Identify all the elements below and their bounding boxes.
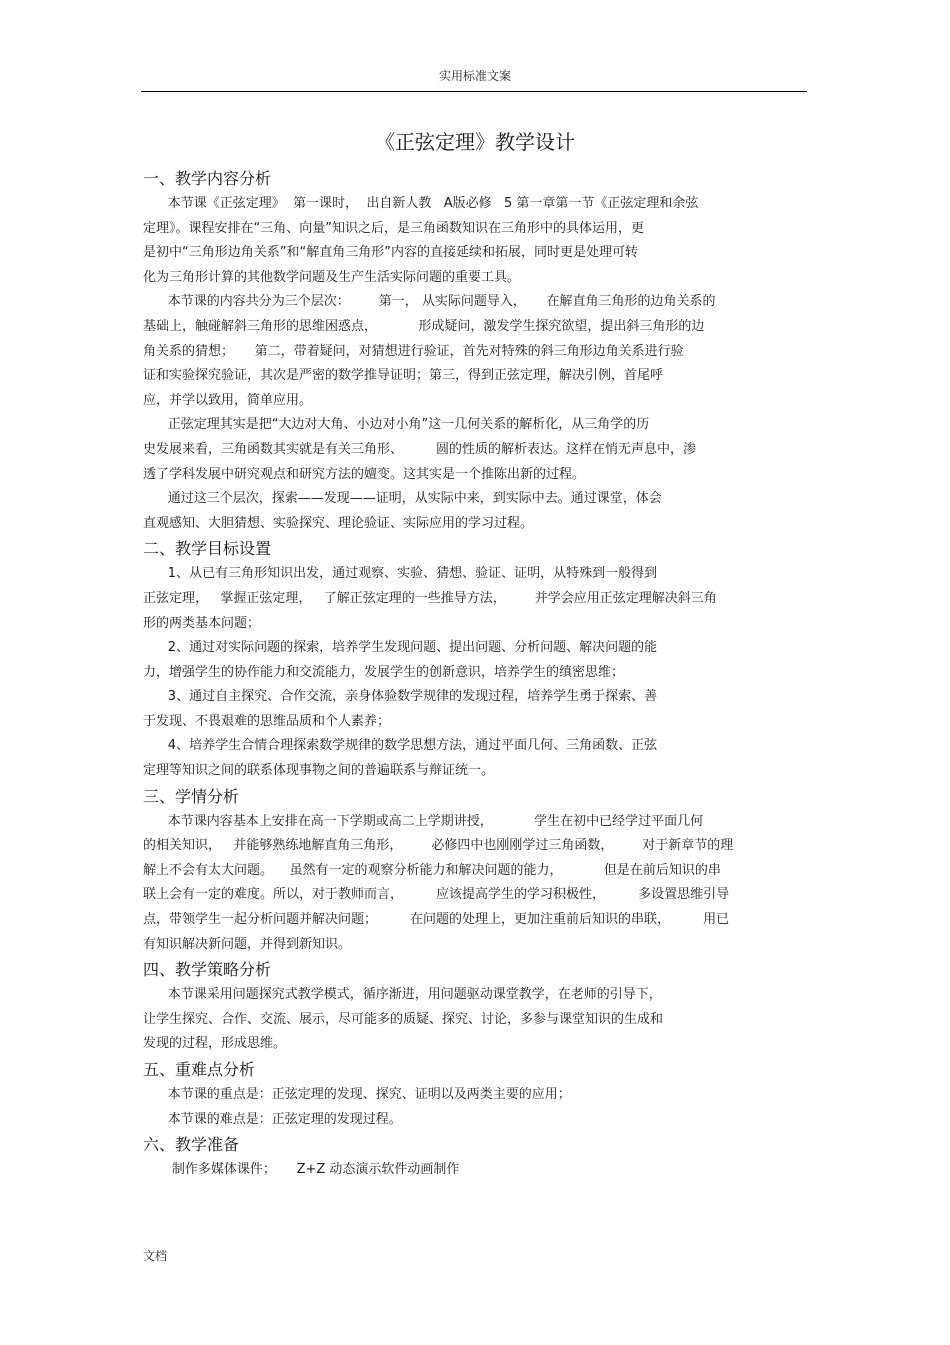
paragraph-line: 制作多媒体课件； Z+Z 动态演示软件动画制作 (143, 1162, 460, 1178)
paragraph-line: 定理等知识之间的联系体现事物之间的普遍联系与辩证统一。 (143, 763, 495, 779)
paragraph-line: 发现的过程，形成思维。 (143, 1036, 287, 1052)
page-footer: 文档 (143, 1249, 168, 1263)
paragraph-line: 透了学科发展中研究观点和研究方法的嬗变。这其实是一个推陈出新的过程。 (143, 466, 586, 482)
paragraph-line: 定理》。课程安排在“三角、向量”知识之后，是三角函数知识在三角形中的具体运用，更 (143, 220, 644, 236)
section-heading: 三、学情分析 (143, 786, 240, 806)
document-body (143, 166, 805, 1183)
paragraph-line: 正弦定理， 掌握正弦定理， 了解正弦定理的一些推导方法， 并学会应用正弦定理解决斜三角 (143, 590, 717, 606)
paragraph-line: 史发展来看，三角函数其实就是有关三角形、 圆的性质的解析表达。这样在悄无声息中，渗 (143, 441, 697, 457)
paragraph-line: 点，带领学生一起分析问题并解决问题； 在问题的处理上，更加注重前后知识的串联， 用已 (143, 912, 730, 928)
paragraph-line: 直观感知、大胆猜想、实验探究、理论验证、实际应用的学习过程。 (143, 515, 534, 531)
paragraph-line: 解上不会有太大问题。 虽然有一定的观察分析能力和解决问题的能力， 但是在前后知识的串 (143, 862, 721, 878)
paragraph-line: 联上会有一定的难度。所以，对于教师而言， 应该提高学生的学习积极性， 多设置思维引导 (143, 887, 730, 903)
paragraph-line: 于发现、不畏艰难的思维品质和个人素养； (143, 713, 391, 729)
section-heading: 二、教学目标设置 (143, 539, 272, 559)
paragraph-line: 本节课内容基本上安排在高一下学期或高二上学期讲授， 学生在初中已经学过平面几何 (143, 813, 704, 829)
paragraph-line: 基础上，触碰解斜三角形的思维困惑点， 形成疑问，激发学生探究欲望，提出斜三角形的边 (143, 318, 705, 334)
document-title: 《正弦定理》教学设计 (375, 130, 575, 154)
paragraph-line: 4、培养学生合情合理探索数学规律的数学思想方法，通过平面几何、三角函数、正弦 (143, 738, 658, 754)
paragraph-line: 有知识解决新问题，并得到新知识。 (143, 936, 352, 952)
paragraph-line: 化为三角形计算的其他数学问题及生产生活实际问题的重要工具。 (143, 269, 521, 285)
paragraph-line: 本节课《正弦定理》 第一课时， 出自新人教 A版必修 5 第一章第一节《正弦定理和余弦 (143, 196, 699, 211)
page-header: 实用标准文案 (438, 69, 511, 83)
paragraph-line: 2、通过对实际问题的探索，培养学生发现问题、提出问题、分析问题、解决问题的能 (143, 640, 658, 656)
paragraph-line: 1、从已有三角形知识出发，通过观察、实验、猜想、验证、证明，从特殊到一般得到 (143, 566, 658, 582)
section-heading: 四、教学策略分析 (143, 960, 272, 980)
paragraph-line: 本节课采用问题探究式教学模式，循序渐进，用问题驱动课堂教学，在老师的引导下， (143, 987, 662, 1003)
paragraph-line: 证和实验探究验证，其次是严密的数学推导证明；第三，得到正弦定理，解决引例，首尾呼 (143, 368, 664, 384)
header-divider (141, 91, 807, 92)
paragraph-line: 让学生探究、合作、交流、展示，尽可能多的质疑、探究、讨论，多参与课堂知识的生成和 (143, 1011, 664, 1027)
section-heading: 六、教学准备 (143, 1135, 240, 1155)
paragraph-line: 形的两类基本问题； (143, 615, 261, 631)
paragraph-line: 正弦定理其实是把“大边对大角、小边对小角”这一几何关系的解析化，从三角学的历 (143, 417, 650, 433)
paragraph-line: 3、通过自主探究、合作交流，亲身体验数学规律的发现过程，培养学生勇于探索、善 (143, 689, 658, 705)
paragraph-line: 通过这三个层次，探索——发现——证明，从实际中来，到实际中去。通过课堂，体会 (143, 491, 662, 507)
paragraph-line: 力，增强学生的协作能力和交流能力，发展学生的创新意识，培养学生的缜密思维； (143, 664, 625, 680)
section-heading: 一、教学内容分析 (143, 169, 272, 188)
section-heading: 五、重难点分析 (143, 1060, 256, 1079)
paragraph-line: 本节课的难点是：正弦定理的发现过程。 (143, 1111, 402, 1127)
paragraph-line: 本节课的重点是：正弦定理的发现、探究、证明以及两类主要的应用； (143, 1087, 571, 1102)
paragraph-line: 本节课的内容共分为三个层次： 第一， 从实际问题导入， 在解直角三角形的边角关系的 (143, 294, 716, 310)
paragraph-line: 角关系的猜想； 第二，带着疑问，对猜想进行验证，首先对特殊的斜三角形边角关系进行验 (143, 343, 684, 359)
paragraph-line: 应，并学以致用，简单应用。 (143, 392, 313, 408)
paragraph-line: 是初中“三角形边角关系”和“解直角三角形”内容的直接延续和拓展，同时更是处理可转 (143, 245, 638, 261)
paragraph-line: 的相关知识， 并能够熟练地解直角三角形， 必修四中也刚刚学过三角函数， 对于新章节的理 (143, 838, 734, 854)
